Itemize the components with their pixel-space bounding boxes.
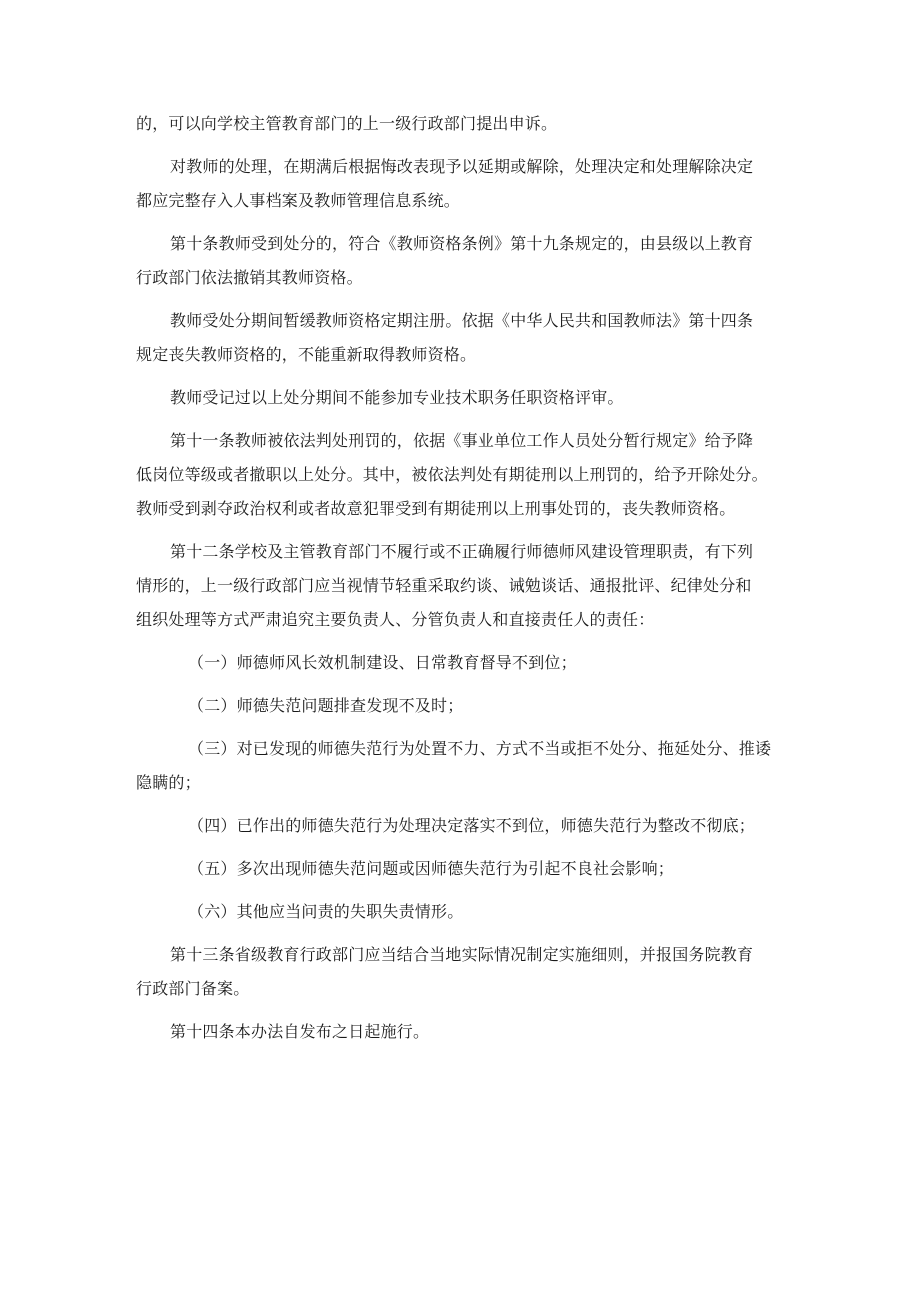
text-line: 规定丧失教师资格的，不能重新取得教师资格。 <box>136 345 477 364</box>
text-line: 情形的，上一级行政部门应当视情节轻重采取约谈、诫勉谈话、通报批评、纪律处分和 <box>136 576 752 595</box>
text-line: 教师受处分期间暂缓教师资格定期注册。依据《中华人民共和国教师法》第十四条 <box>170 311 754 330</box>
text-line: 都应完整存入人事档案及教师管理信息系统。 <box>136 191 461 210</box>
text-line: 低岗位等级或者撤职以上处分。其中，被依法判处有期徒刑以上刑罚的，给予开除处分。 <box>136 465 768 484</box>
text-line: 行政部门依法撤销其教师资格。 <box>136 268 363 287</box>
text-line: 组织处理等方式严肃追究主要负责人、分管负责人和直接责任人的责任： <box>136 610 655 629</box>
list-item: （四）已作出的师德失范行为处理决定落实不到位，师德失范行为整改不彻底； <box>188 816 756 835</box>
text-line: 教师受记过以上处分期间不能参加专业技术职务任职资格评审。 <box>170 388 624 407</box>
list-item: （一）师德师风长效机制建设、日常教育督导不到位； <box>188 653 577 672</box>
text-line: 第十二条学校及主管教育部门不履行或不正确履行师德师风建设管理职责，有下列 <box>170 542 754 561</box>
list-item: （二）师德失范问题排查发现不及时； <box>188 696 464 715</box>
text-line: 对教师的处理，在期满后根据悔改表现予以延期或解除，处理决定和处理解除决定 <box>170 157 754 176</box>
list-item: （六）其他应当问责的失职失责情形。 <box>188 902 464 921</box>
list-item: （五）多次出现师德失范问题或因师德失范行为引起不良社会影响； <box>188 859 675 878</box>
text-line: 第十三条省级教育行政部门应当结合当地实际情况制定实施细则，并报国务院教育 <box>170 945 754 964</box>
text-line: 行政部门备案。 <box>136 979 250 998</box>
text-line: 第十条教师受到处分的，符合《教师资格条例》第十九条规定的，由县级以上教育 <box>170 234 754 253</box>
list-item: （三）对已发现的师德失范行为处置不力、方式不当或拒不处分、拖延处分、推诿 <box>188 739 772 758</box>
text-line: 第十一条教师被依法判处刑罚的，依据《事业单位工作人员处分暂行规定》给予降 <box>170 431 754 450</box>
text-line: 第十四条本办法自发布之日起施行。 <box>170 1022 430 1041</box>
text-line: 教师受到剥夺政治权利或者故意犯罪受到有期徒刑以上刑事处罚的，丧失教师资格。 <box>136 499 736 518</box>
text-line: 的，可以向学校主管教育部门的上一级行政部门提出申诉。 <box>136 114 558 133</box>
text-line: 隐瞒的； <box>136 773 201 792</box>
